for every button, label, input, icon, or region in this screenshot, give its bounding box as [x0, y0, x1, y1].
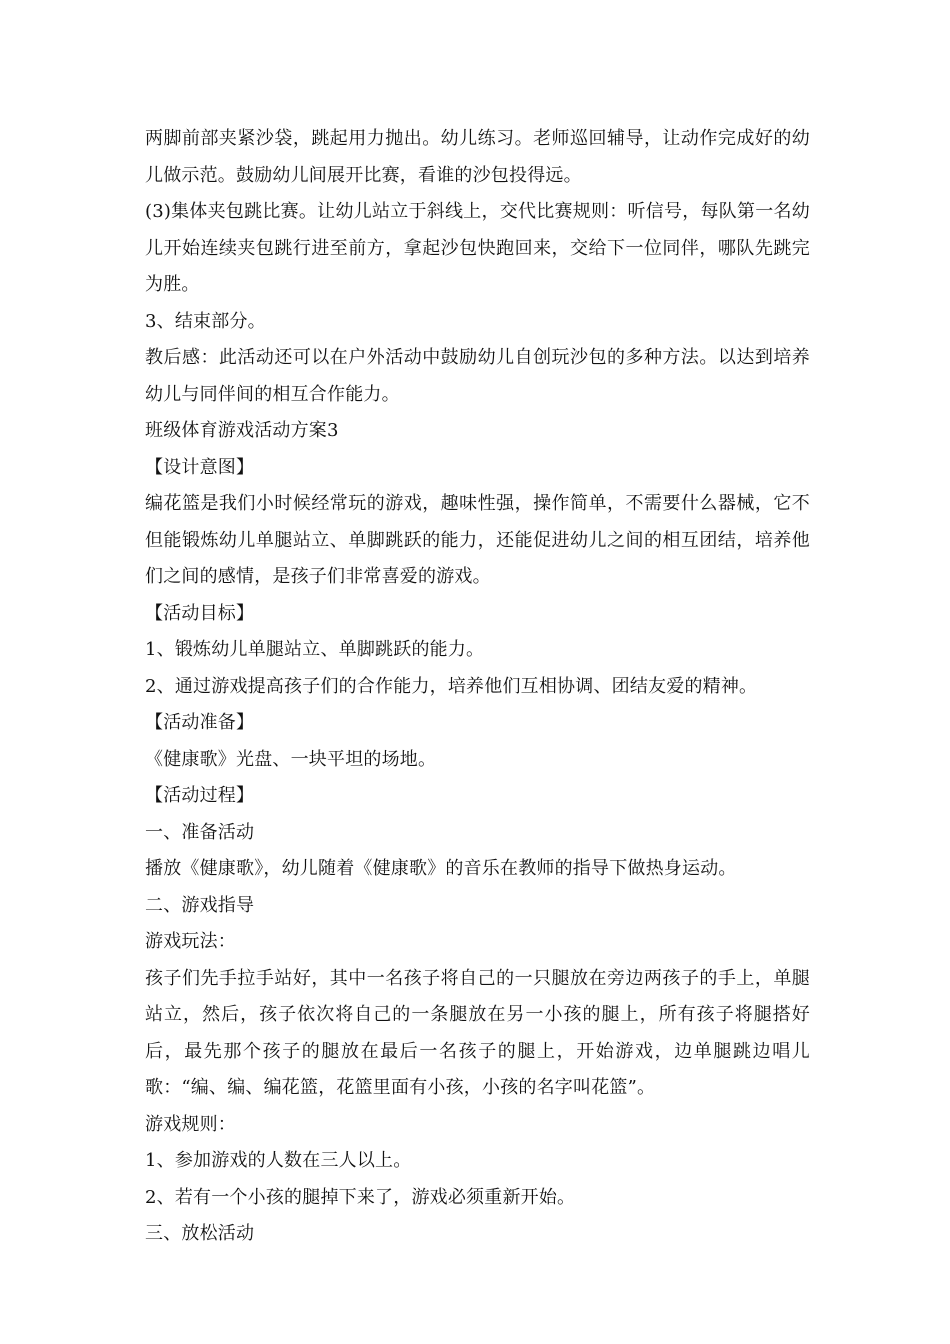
paragraph-preparation: 《健康歌》光盘、一块平坦的场地。 — [145, 748, 437, 770]
goal-item-1: 1、锻炼幼儿单腿站立、单脚跳跃的能力。 — [145, 639, 485, 660]
document-body — [145, 121, 810, 1253]
heading-activity-process: 【活动过程】 — [145, 785, 255, 806]
section-title-plan-3: 班级体育游戏活动方案3 — [145, 420, 339, 441]
paragraph-warmup: 播放《健康歌》，幼儿随着《健康歌》的音乐在教师的指导下做热身运动。 — [145, 858, 737, 879]
paragraph-reflection: 教后感：此活动还可以在户外活动中鼓励幼儿自创玩沙包的多种方法。以达到培养幼儿与同伴间的相互合作能力。 — [145, 347, 810, 405]
rule-item-2: 2、若有一个小孩的腿掉下来了，游戏必须重新开始。 — [145, 1186, 576, 1208]
step-warmup-title: 一、准备活动 — [145, 821, 255, 843]
rule-item-1: 1、参加游戏的人数在三人以上。 — [145, 1150, 412, 1171]
heading-design-intent: 【设计意图】 — [145, 456, 255, 478]
step-relax-title: 三、放松活动 — [145, 1223, 255, 1244]
game-rules-label: 游戏规则： — [145, 1113, 236, 1135]
paragraph-design-intent: 编花篮是我们小时候经常玩的游戏，趣味性强，操作简单，不需要什么器械，它不但能锻炼幼儿单腿站立、单脚跳跃的能力，还能促进幼儿之间的相互团结，培养他们之间的感情，是孩子们非常喜爱的游戏。 — [145, 493, 810, 587]
paragraph-closing-section: 3、结束部分。 — [145, 310, 266, 332]
heading-activity-goals: 【活动目标】 — [145, 602, 255, 624]
paragraph-relay-competition: (3)集体夹包跳比赛。让幼儿站立于斜线上，交代比赛规则：听信号，每队第一名幼儿开始连续夹包跳行进至前方，拿起沙包快跑回来，交给下一位同伴，哪队先跳完为胜。 — [145, 201, 810, 295]
game-method-label: 游戏玩法： — [145, 931, 236, 952]
paragraph-throw-practice: 两脚前部夹紧沙袋，跳起用力抛出。幼儿练习。老师巡回辅导，让动作完成好的幼儿做示范。鼓励幼儿间展开比赛，看谁的沙包投得远。 — [145, 128, 810, 186]
heading-activity-preparation: 【活动准备】 — [145, 712, 255, 733]
goal-item-2: 2、通过游戏提高孩子们的合作能力，培养他们互相协调、团结友爱的精神。 — [145, 675, 758, 697]
paragraph-game-method: 孩子们先手拉手站好，其中一名孩子将自己的一只腿放在旁边两孩子的手上，单腿站立，然后，孩子依次将自己的一条腿放在另一小孩的腿上，所有孩子将腿搭好后，最先那个孩子的腿放在最后一名孩子的腿上，开始游戏，边单腿跳边唱儿歌：“编、编、编花篮，花篮里面有小孩，小孩的名字叫花篮”。 — [145, 967, 810, 1098]
step-game-guidance-title: 二、游戏指导 — [145, 894, 255, 916]
